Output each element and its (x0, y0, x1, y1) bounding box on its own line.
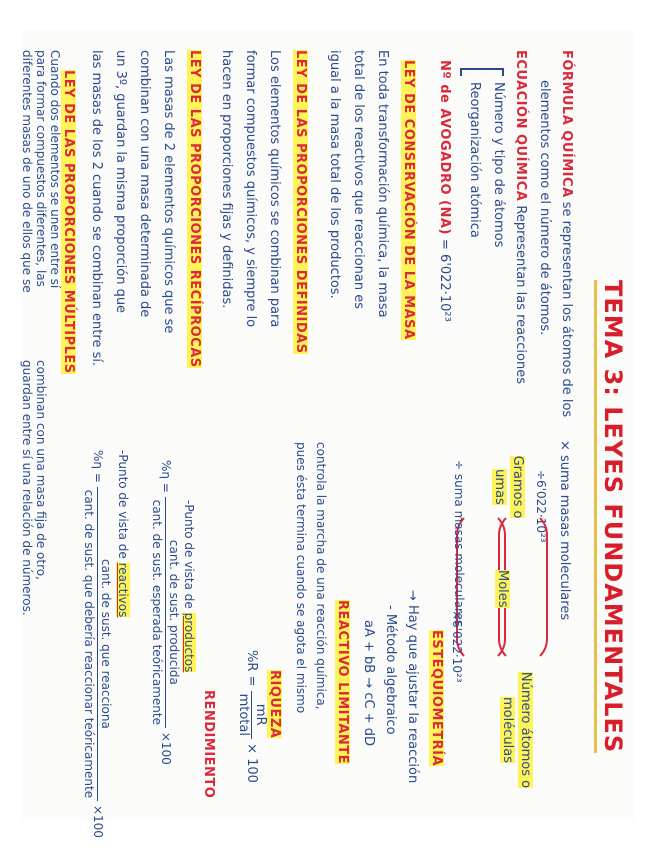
limitante-label: REACTIVO LIMITANTE (335, 600, 350, 765)
multiples-line-1: Cuando dos elementos se unen entre sí (48, 50, 62, 289)
reciprocas-line-1: Las masas de 2 elementos químicos que se (161, 50, 176, 334)
conservacion-line-2: total de los reactivos que reaccionan es (351, 50, 366, 309)
conservacion-line-3: igual a la masa total de los productos. (327, 50, 342, 299)
rendimiento-label: RENDIMIENTO (201, 690, 216, 799)
diagram-moles: Moles (495, 570, 510, 608)
reciprocas-line-4: las masas de los 2 cuando se combinan entre sí. (89, 50, 104, 367)
diagram-bottom-right: ÷ suma masas moleculares (452, 460, 466, 627)
riqueza-label: RIQUEZA (267, 670, 282, 739)
formula-label: FÓRMULA QUÍMICA (559, 50, 574, 198)
ecuacion-bracket (460, 68, 504, 76)
diagram-top-arrow: ÷6'022·10²³ (534, 470, 548, 543)
limitante-line2: pues ésta termina cuando se agota el mismo (294, 442, 308, 714)
conservacion-heading (395, 60, 422, 340)
page-title: TEMA 3: LEYES FUNDAMENTALES (594, 280, 626, 753)
definidas-line-3: hacen en proporciones fijas y definidas. (219, 50, 234, 309)
ecuacion-line1: Representan las reacciones (513, 201, 528, 385)
ecuacion-item1: Número y tipo de átomos (491, 82, 506, 248)
avogadro-value: = 6'022·10²³ (437, 234, 452, 322)
rendimiento-reactivos-formula: %η = cant. de sust. que reacciona cant. de sust. que debería reaccionar teóricamente ×100 (82, 450, 113, 838)
limitante-line1: controla la marcha de una reacción química, (314, 442, 328, 710)
estequiometria-line1: → Hay que ajustar la reacción (405, 590, 420, 784)
conservacion-line-1: En toda transformación química, la masa (375, 50, 390, 318)
reciprocas-line-3: un 3º, guardan la misma proporción que (113, 50, 128, 314)
rendimiento-productos: -Punto de vista de productos (182, 500, 196, 673)
estequiometria-label: ESTEQUIOMETRÍA (429, 630, 444, 767)
riqueza-formula (235, 650, 268, 783)
rendimiento-r-fraction: cant. de sust. que reacciona cant. de sust. que debería reaccionar teóricamente (81, 487, 114, 801)
notebook-page (20, 30, 634, 838)
riqueza-fraction (235, 691, 268, 739)
riqueza-mult: × 100 (244, 743, 259, 783)
rendimiento-p-fraction: cant. de sust. producida cant. de sust. esperada teóricamente (149, 497, 182, 728)
definidas-line-1: Los elementos químicos se combinan para (267, 50, 282, 328)
multiples-line-4: combinan con una masa fija de otro, (34, 360, 48, 580)
estequiometria-line2: - Método algebraico (383, 605, 398, 735)
definidas-line-2: formar compuestos químicos, y siempre lo (243, 50, 258, 328)
diagram-atomos: Número átomos o moléculas (500, 671, 533, 789)
ecuacion-label: ECUACIÓN QUÍMICA (513, 50, 528, 202)
estequiometria-heading (423, 630, 450, 766)
diagram-top-right: × suma masas moleculares (557, 440, 572, 621)
estequiometria-line3: aA + bB → cC + dD (361, 620, 376, 746)
multiples-line-3: diferentes masas de uno de ellos que se (20, 50, 34, 293)
reciprocas-label: LEY DE LAS PROPORCIONES RECÍPROCAS (187, 50, 202, 368)
rendimiento-heading (195, 690, 222, 798)
multiples-line-2: para formar compuestos diferentes, las (34, 50, 48, 287)
rendimiento-reactivos: -Punto de vista de reactivos (116, 450, 130, 618)
definidas-heading (287, 50, 314, 354)
multiples-line-5: guardan entre sí una relación de números. (20, 360, 34, 616)
formula-line1: se representan los átomos de los (559, 197, 574, 418)
multiples-label: LEY DE LAS PROPORCIONES MÚLTIPLES (61, 70, 76, 374)
diagram-gramos: Gramos o umas (492, 455, 525, 519)
reciprocas-line-2: combinan con una masa determinada de (137, 50, 152, 318)
conservacion-label: LEY DE CONSERVACIÓN DE LA MASA (401, 60, 416, 340)
riqueza-num: mR (251, 691, 268, 739)
reciprocas-heading (181, 50, 208, 368)
definidas-label: LEY DE LAS PROPORCIONES DEFINIDAS (293, 50, 308, 354)
avogadro (431, 60, 458, 322)
riqueza-den: mtotal (236, 693, 251, 736)
rendimiento-productos-formula: %η = cant. de sust. producida cant. de sust. esperada teóricamente ×100 (150, 460, 181, 765)
diagram-bottom-arrow: ×6'022·10²³ (450, 610, 464, 683)
rotated-notes (20, 30, 634, 838)
avogadro-label: Nº de AVOGADRO (NA) (437, 60, 452, 235)
ecuacion-item2: Reorganización atómica (467, 82, 482, 238)
riqueza-lhs: %R = (244, 650, 259, 687)
formula-line2: elementos como el número de átomos. (537, 80, 552, 336)
